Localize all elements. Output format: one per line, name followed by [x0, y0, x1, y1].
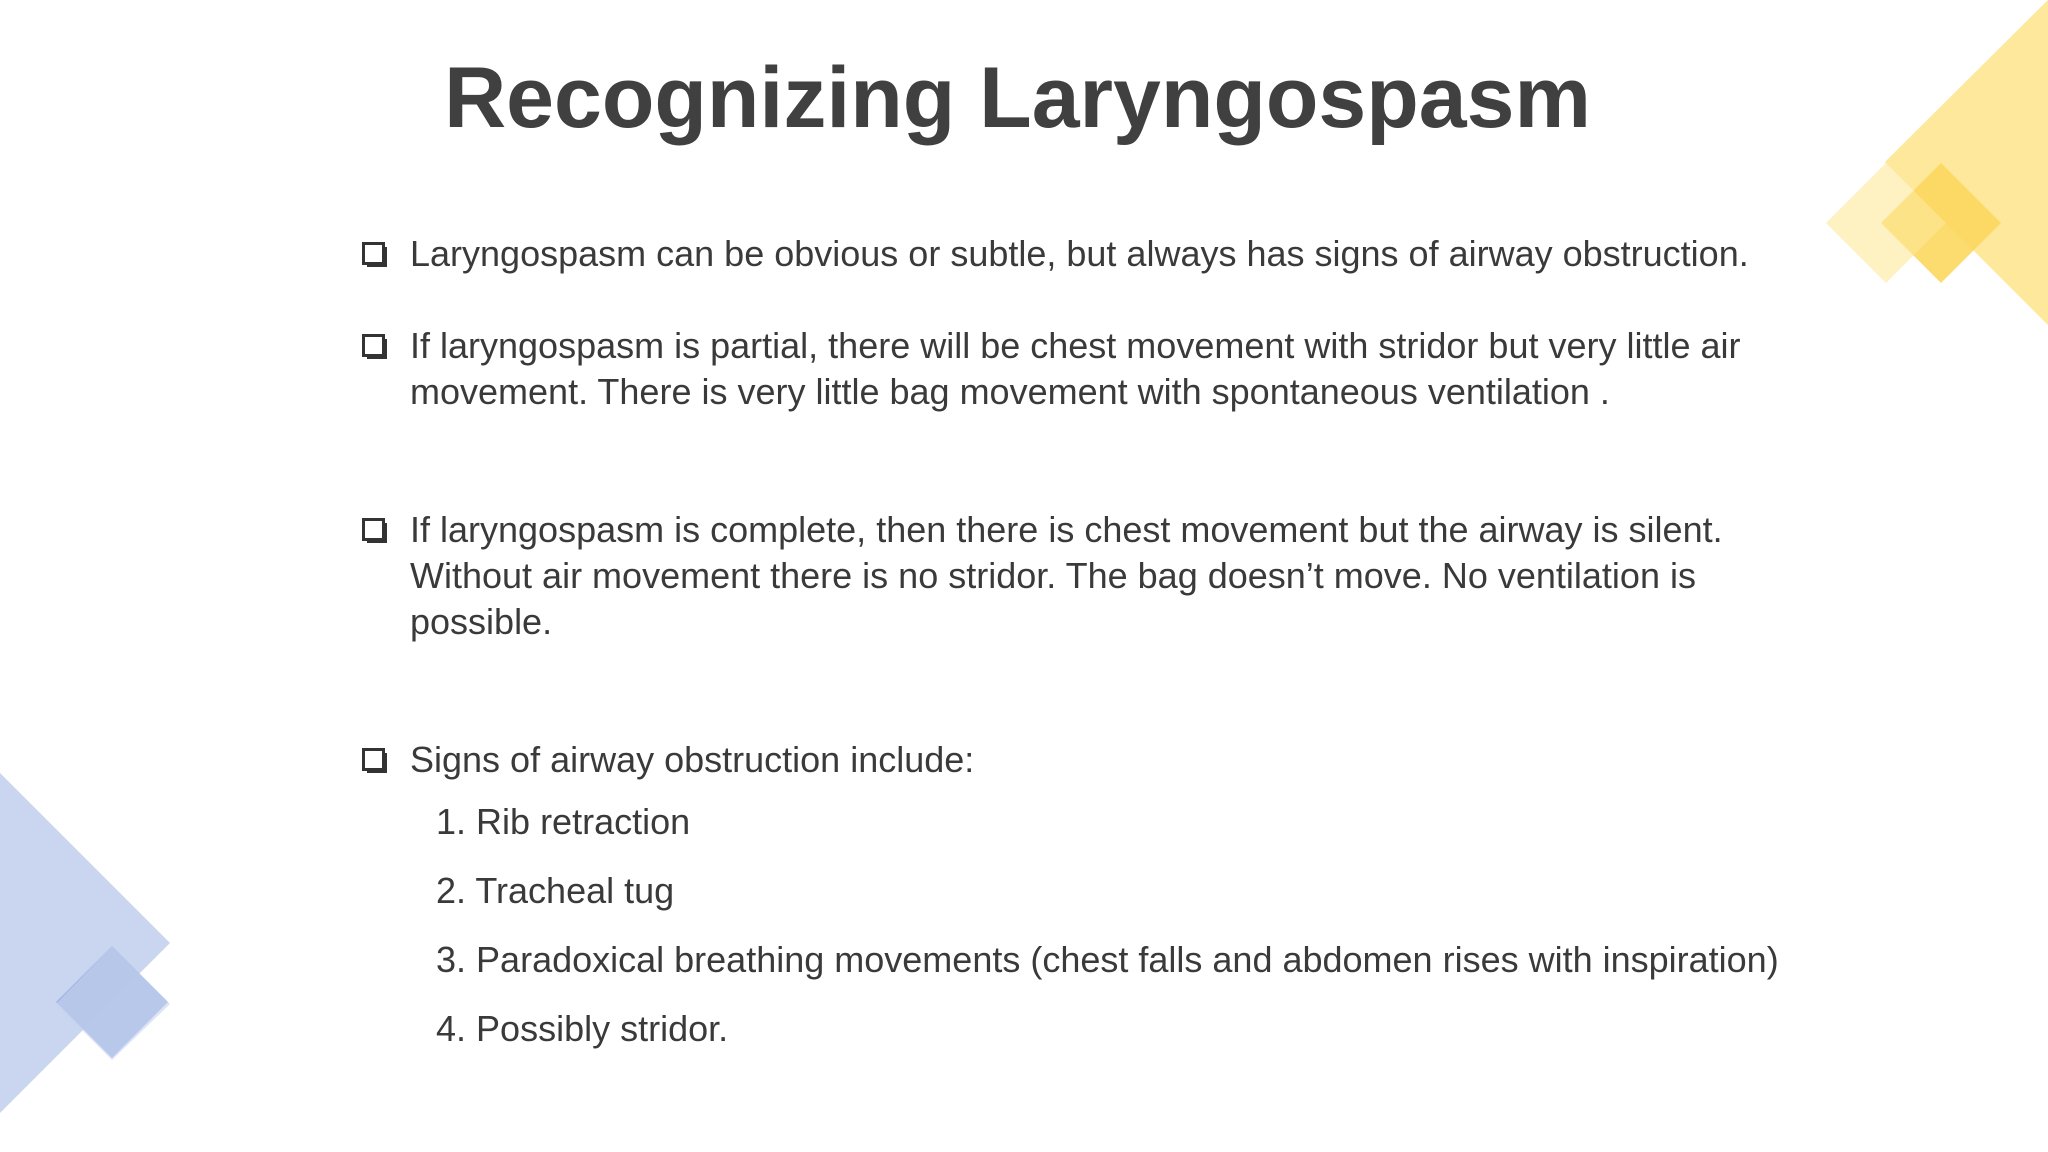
list-item — [436, 937, 1779, 1006]
signs-list — [436, 799, 1779, 1075]
list-number: 2. — [436, 870, 467, 911]
list-item — [436, 868, 1779, 937]
bullet-text: Signs of airway obstruction include: — [410, 739, 975, 780]
bullet-partial-laryngospasm — [362, 323, 1862, 415]
hollow-square-checkbox-icon — [362, 748, 388, 774]
list-number: 3. — [436, 939, 467, 980]
bullet-signs-of-obstruction — [362, 737, 1862, 783]
list-text: Tracheal tug — [475, 870, 675, 911]
list-text: Rib retraction — [476, 801, 691, 842]
hollow-square-checkbox-icon — [362, 334, 388, 360]
hollow-square-checkbox-icon — [362, 518, 388, 544]
bullet-text: Laryngospasm can be obvious or subtle, but always has signs of airway obstruction. — [410, 233, 1749, 274]
bullet-obvious-or-subtle — [362, 231, 1862, 277]
list-item — [436, 1006, 1779, 1075]
slide-title: Recognizing Laryngospasm — [444, 50, 1591, 146]
blue-diamond-large — [0, 773, 170, 1113]
hollow-square-checkbox-icon — [362, 242, 388, 268]
list-item — [436, 799, 1779, 868]
list-text: Possibly stridor. — [476, 1008, 729, 1049]
bullet-complete-laryngospasm — [362, 507, 1812, 645]
list-text: Paradoxical breathing movements (chest falls and abdomen rises with inspiration) — [476, 939, 1779, 980]
bullet-text: If laryngospasm is partial, there will be chest movement with stridor but very little air movement. There is very little bag movement with spontaneous ventilation . — [410, 325, 1741, 412]
list-number: 1. — [436, 801, 467, 842]
bullet-text: If laryngospasm is complete, then there is chest movement but the airway is silent. Without air movement there is no stridor. The bag doesn’t move. No ventilation is possible. — [410, 509, 1723, 642]
list-number: 4. — [436, 1008, 467, 1049]
